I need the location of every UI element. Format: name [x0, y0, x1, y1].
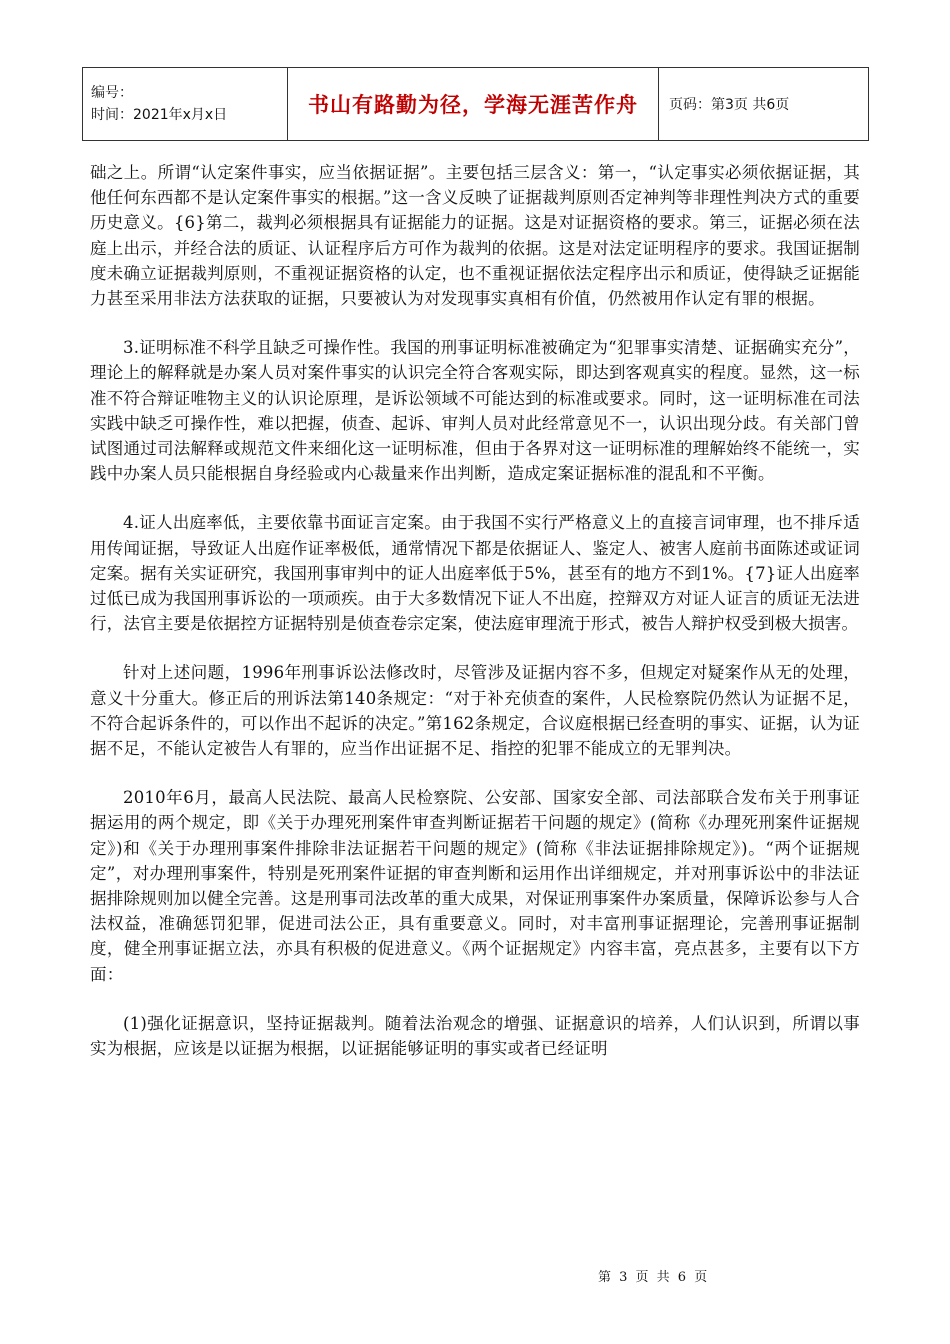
body-paragraph: 3.证明标准不科学且缺乏可操作性。我国的刑事证明标准被确定为“犯罪事实清楚、证据确实充分”，理论上的解释就是办案人员对案件事实的认识完全符合客观实际，即达到客观真实的程度。显然，这一标准不符合辩证唯物主义的认识论原理，是诉讼领域不可能达到的标准或要求。同时，这一证明标准在司法实践中缺乏可操作性，难以把握，侦查、起诉、审判人员对此经常意见不一，认识出现分歧。有关部门曾试图通过司法解释或规范文件来细化这一证明标准，但由于各界对这一证明标准的理解始终不能统一，实践中办案人员只能根据自身经验或内心裁量来作出判断，造成定案证据标准的混乱和不平衡。 [90, 338, 860, 484]
document-time-label: 时间：2021年x月x日 [91, 107, 228, 123]
body-paragraph: 4.证人出庭率低，主要依靠书面证言定案。由于我国不实行严格意义上的直接言词审理，也不排斥适用传闻证据，导致证人出庭作证率极低，通常情况下都是依据证人、鉴定人、被害人庭前书面陈述或证词定案。据有关实证研究，我国刑事审判中的证人出庭率低于5%，甚至有的地方不到1%。{7}证人出庭率过低已成为我国刑事诉讼的一项顽疾。由于大多数情况下证人不出庭，控辩双方对证人证言的质证无法进行，法官主要是依据控方证据特别是侦查卷宗定案，使法庭审理流于形式，被告人辩护权受到极大损害。 [90, 513, 860, 634]
body-paragraph: 针对上述问题，1996年刑事诉讼法修改时，尽管涉及证据内容不多，但规定对疑案作从无的处理，意义十分重大。修正后的刑诉法第140条规定：“对于补充侦查的案件，人民检察院仍然认为证据不足，不符合起诉条件的，可以作出不起诉的决定。”第162条规定，合议庭根据已经查明的事实、证据，认为证据不足，不能认定被告人有罪的，应当作出证据不足、指控的犯罪不能成立的无罪判决。 [90, 663, 860, 759]
body-paragraph: 2010年6月，最高人民法院、最高人民检察院、公安部、国家安全部、司法部联合发布关于刑事证据运用的两个规定，即《关于办理死刑案件审查判断证据若干问题的规定》(简称《办理死刑案件证据规定》)和《关于办理刑事案件排除非法证据若干问题的规定》(简称《非法证据排除规定》)。“两个证据规定”，对办理刑事案件，特别是死刑案件证据的审查判断和运用作出详细规定，并对刑事诉讼中的非法证据排除规则加以健全完善。这是刑事司法改革的重大成果，对保证刑事案件办案质量，保障诉讼参与人合法权益，准确惩罚犯罪，促进司法公正，具有重要意义。同时，对丰富刑事证据理论，完善刑事证据制度，健全刑事证据立法，亦具有积极的促进意义。《两个证据规定》内容丰富，亮点甚多，主要有以下方面： [90, 788, 860, 984]
page-header [82, 67, 869, 141]
header-meta [83, 68, 288, 141]
body-paragraph: (1)强化证据意识，坚持证据裁判。随着法治观念的增强、证据意识的培养，人们认识到，所谓以事实为根据，应该是以证据为根据，以证据能够证明的事实或者已经证明 [90, 1013, 860, 1059]
document-body [90, 160, 860, 1085]
document-number-label: 编号： [91, 85, 133, 101]
header-page-info: 页码：第3页 共6页 [659, 68, 869, 141]
header-motto: 书山有路勤为径，学海无涯苦作舟 [288, 68, 659, 141]
body-paragraph: 础之上。所谓“认定案件事实，应当依据证据”。主要包括三层含义：第一，“认定事实必须依据证据，其他任何东西都不是认定案件事实的根据。”这一含义反映了证据裁判原则否定神判等非理性判决方式的重要历史意义。{6}第二，裁判必须根据具有证据能力的证据。这是对证据资格的要求。第三，证据必须在法庭上出示，并经合法的质证、认证程序后方可作为裁判的依据。这是对法定证明程序的要求。我国证据制度未确立证据裁判原则，不重视证据资格的认定，也不重视证据依法定程序出示和质证，使得缺乏证据能力甚至采用非法方法获取的证据，只要被认为对发现事实真相有价值，仍然被用作认定有罪的根据。 [90, 163, 860, 309]
footer-page-number: 第 3 页 共 6 页 [598, 1270, 710, 1285]
